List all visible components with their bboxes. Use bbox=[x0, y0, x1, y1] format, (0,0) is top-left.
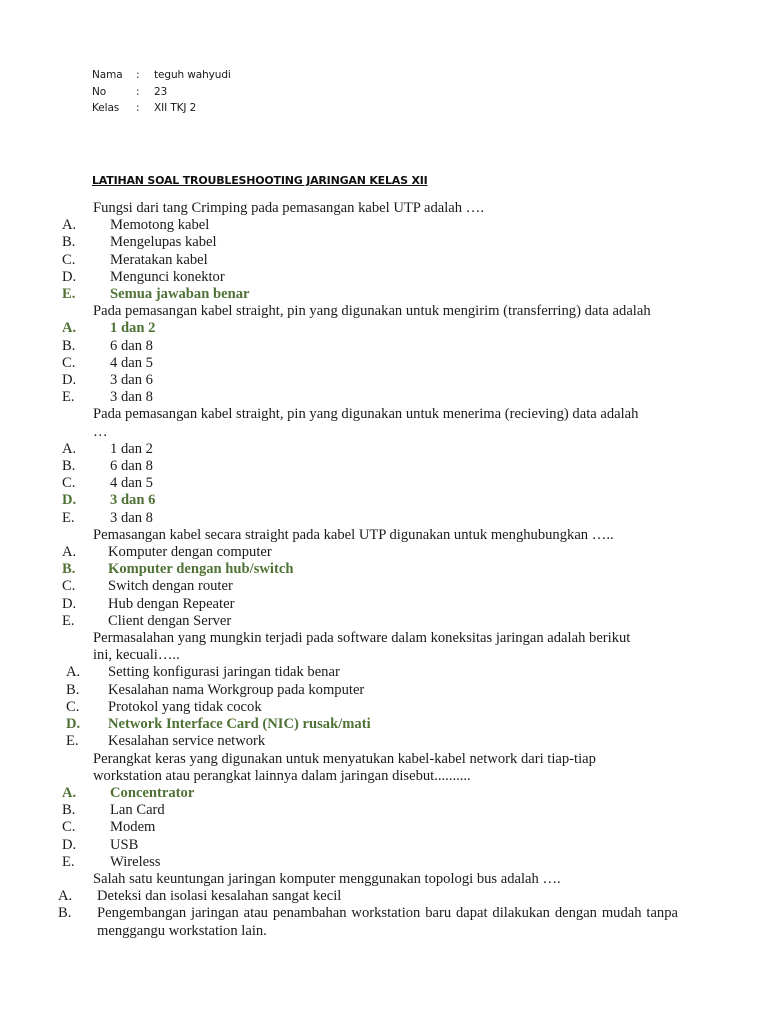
option-text: Switch dengan router bbox=[108, 578, 233, 595]
identity-colon-nama: : bbox=[136, 69, 140, 81]
option-letter: E. bbox=[62, 509, 75, 526]
option-letter: B. bbox=[62, 802, 76, 819]
option-letter: A. bbox=[58, 888, 73, 905]
option-item-selected[interactable] bbox=[0, 785, 768, 802]
option-text: Mengelupas kabel bbox=[110, 234, 217, 251]
identity-colon-no: : bbox=[136, 85, 140, 98]
question-block bbox=[0, 406, 768, 526]
option-letter: D. bbox=[62, 836, 77, 853]
option-text: 6 dan 8 bbox=[110, 458, 153, 475]
option-text: 4 dan 5 bbox=[110, 475, 153, 492]
option-item[interactable] bbox=[0, 682, 768, 699]
question-stem-continuation: … bbox=[93, 423, 108, 440]
question-stem: Pemasangan kabel secara straight pada kabel UTP digunakan untuk menghubungkan ….. bbox=[93, 526, 614, 543]
option-letter: B. bbox=[62, 561, 76, 578]
option-list bbox=[0, 441, 768, 527]
identity-colon-kelas: : bbox=[136, 102, 140, 114]
option-letter: C. bbox=[66, 698, 80, 715]
option-item[interactable] bbox=[0, 252, 768, 269]
option-item[interactable] bbox=[0, 338, 768, 355]
option-letter: D. bbox=[66, 716, 81, 733]
option-item[interactable] bbox=[0, 837, 768, 854]
option-list bbox=[0, 320, 768, 406]
option-list bbox=[0, 888, 768, 940]
option-text: 3 dan 6 bbox=[110, 372, 153, 389]
option-text: Memotong kabel bbox=[110, 217, 210, 234]
question-block bbox=[0, 871, 768, 940]
option-item[interactable] bbox=[0, 905, 768, 939]
option-letter: A. bbox=[62, 784, 77, 801]
option-item[interactable] bbox=[0, 234, 768, 251]
option-item[interactable] bbox=[0, 510, 768, 527]
option-list bbox=[0, 785, 768, 871]
option-text: 4 dan 5 bbox=[110, 354, 153, 371]
option-text: 1 dan 2 bbox=[110, 320, 156, 337]
question-block bbox=[0, 630, 768, 750]
option-item[interactable] bbox=[0, 355, 768, 372]
option-text: Setting konfigurasi jaringan tidak benar bbox=[108, 664, 340, 681]
option-letter: C. bbox=[62, 578, 76, 595]
option-item-selected[interactable] bbox=[0, 492, 768, 509]
option-letter: E. bbox=[62, 286, 76, 303]
option-item[interactable] bbox=[0, 372, 768, 389]
option-text: Semua jawaban benar bbox=[110, 286, 250, 303]
option-text: 3 dan 6 bbox=[110, 492, 156, 509]
option-letter: D. bbox=[62, 595, 77, 612]
option-letter: B. bbox=[66, 681, 80, 698]
option-item[interactable] bbox=[0, 699, 768, 716]
option-list bbox=[0, 664, 768, 750]
option-item-selected[interactable] bbox=[0, 561, 768, 578]
option-text: 1 dan 2 bbox=[110, 440, 153, 457]
identity-value-no: 23 bbox=[154, 85, 168, 98]
option-item-selected[interactable] bbox=[0, 716, 768, 733]
option-letter: C. bbox=[62, 354, 76, 371]
option-item[interactable] bbox=[0, 854, 768, 871]
question-block bbox=[0, 200, 768, 303]
option-text: 3 dan 8 bbox=[110, 509, 153, 526]
option-list bbox=[0, 544, 768, 630]
option-item[interactable] bbox=[0, 578, 768, 595]
option-letter: A. bbox=[62, 440, 77, 457]
question-stem: Salah satu keuntungan jaringan komputer menggunakan topologi bus adalah …. bbox=[93, 870, 561, 887]
option-item[interactable] bbox=[0, 802, 768, 819]
option-text: Pengembangan jaringan atau penambahan workstation baru dapat dilakukan dengan mudah tanpa menggangu workstation lain. bbox=[97, 905, 678, 939]
identity-value-nama: teguh wahyudi bbox=[154, 69, 231, 81]
question-stem: Pada pemasangan kabel straight, pin yang digunakan untuk mengirim (transferring) data adalah bbox=[93, 303, 651, 320]
option-text: 3 dan 8 bbox=[110, 389, 153, 406]
option-item[interactable] bbox=[0, 269, 768, 286]
question-stem-continuation: workstation atau perangkat lainnya dalam jaringan disebut.......... bbox=[93, 767, 471, 784]
identity-label-nama: Nama bbox=[92, 69, 123, 81]
option-text: Deteksi dan isolasi kesalahan sangat kecil bbox=[97, 888, 342, 905]
option-letter: D. bbox=[62, 492, 77, 509]
option-item[interactable] bbox=[0, 389, 768, 406]
option-letter: B. bbox=[58, 905, 72, 922]
option-letter: D. bbox=[62, 268, 77, 285]
option-item[interactable] bbox=[0, 664, 768, 681]
option-text: Hub dengan Repeater bbox=[108, 595, 235, 612]
option-text: Protokol yang tidak cocok bbox=[108, 698, 262, 715]
option-letter: B. bbox=[62, 337, 76, 354]
identity-label-kelas: Kelas bbox=[92, 102, 120, 114]
question-stem: Fungsi dari tang Crimping pada pemasangan kabel UTP adalah …. bbox=[93, 200, 484, 216]
option-item[interactable] bbox=[0, 888, 768, 905]
identity-row-no bbox=[92, 84, 231, 101]
question-block bbox=[0, 303, 768, 406]
identity-row-kelas bbox=[92, 100, 231, 117]
option-item[interactable] bbox=[0, 596, 768, 613]
option-text: Komputer dengan computer bbox=[108, 544, 272, 561]
identity-value-kelas: XII TKJ 2 bbox=[154, 102, 197, 114]
option-text: Concentrator bbox=[110, 784, 195, 801]
question-stem-continuation: ini, kecuali….. bbox=[93, 647, 180, 664]
option-letter: A. bbox=[62, 217, 77, 234]
option-letter: D. bbox=[62, 372, 77, 389]
option-item[interactable] bbox=[0, 613, 768, 630]
option-item[interactable] bbox=[0, 458, 768, 475]
option-text: Client dengan Server bbox=[108, 612, 232, 629]
question-stem: Permasalahan yang mungkin terjadi pada software dalam koneksitas jaringan adalah berikut bbox=[93, 630, 631, 647]
option-item-selected[interactable] bbox=[0, 320, 768, 337]
option-text: Network Interface Card (NIC) rusak/mati bbox=[108, 716, 371, 733]
identity-row-nama bbox=[92, 67, 231, 84]
question-block bbox=[0, 751, 768, 871]
option-text: Lan Card bbox=[110, 802, 165, 819]
option-item[interactable] bbox=[0, 733, 768, 750]
option-item[interactable] bbox=[0, 217, 768, 234]
option-text: Wireless bbox=[110, 853, 161, 870]
option-letter: B. bbox=[62, 458, 76, 475]
identity-label-no: No bbox=[92, 85, 107, 98]
option-item[interactable] bbox=[0, 544, 768, 561]
option-item[interactable] bbox=[0, 819, 768, 836]
option-letter: A. bbox=[62, 544, 77, 561]
option-letter: E. bbox=[62, 612, 75, 629]
option-letter: A. bbox=[62, 320, 77, 337]
option-letter: A. bbox=[66, 664, 81, 681]
option-letter: E. bbox=[62, 389, 75, 406]
question-stem: Pada pemasangan kabel straight, pin yang digunakan untuk menerima (recieving) data adalah bbox=[93, 406, 639, 423]
option-text: Kesalahan nama Workgroup pada komputer bbox=[108, 681, 365, 698]
option-text: Komputer dengan hub/switch bbox=[108, 561, 294, 578]
option-text: Modem bbox=[110, 819, 156, 836]
option-text: 6 dan 8 bbox=[110, 337, 153, 354]
student-identity-block bbox=[92, 67, 231, 117]
option-list bbox=[0, 217, 768, 303]
page-title: LATIHAN SOAL TROUBLESHOOTING JARINGAN KELAS XII bbox=[92, 174, 428, 187]
option-letter: E. bbox=[66, 733, 79, 750]
quiz-body bbox=[0, 200, 768, 940]
option-item[interactable] bbox=[0, 475, 768, 492]
option-letter: C. bbox=[62, 475, 76, 492]
option-text: Meratakan kabel bbox=[110, 251, 208, 268]
option-letter: C. bbox=[62, 819, 76, 836]
question-block bbox=[0, 527, 768, 630]
option-item-selected[interactable] bbox=[0, 286, 768, 303]
option-letter: C. bbox=[62, 251, 76, 268]
option-item[interactable] bbox=[0, 441, 768, 458]
option-text: Mengunci konektor bbox=[110, 268, 225, 285]
question-stem: Perangkat keras yang digunakan untuk menyatukan kabel-kabel network dari tiap-tiap bbox=[93, 750, 596, 767]
option-text: USB bbox=[110, 836, 139, 853]
option-letter: E. bbox=[62, 853, 75, 870]
option-letter: B. bbox=[62, 234, 76, 251]
option-text: Kesalahan service network bbox=[108, 733, 266, 750]
